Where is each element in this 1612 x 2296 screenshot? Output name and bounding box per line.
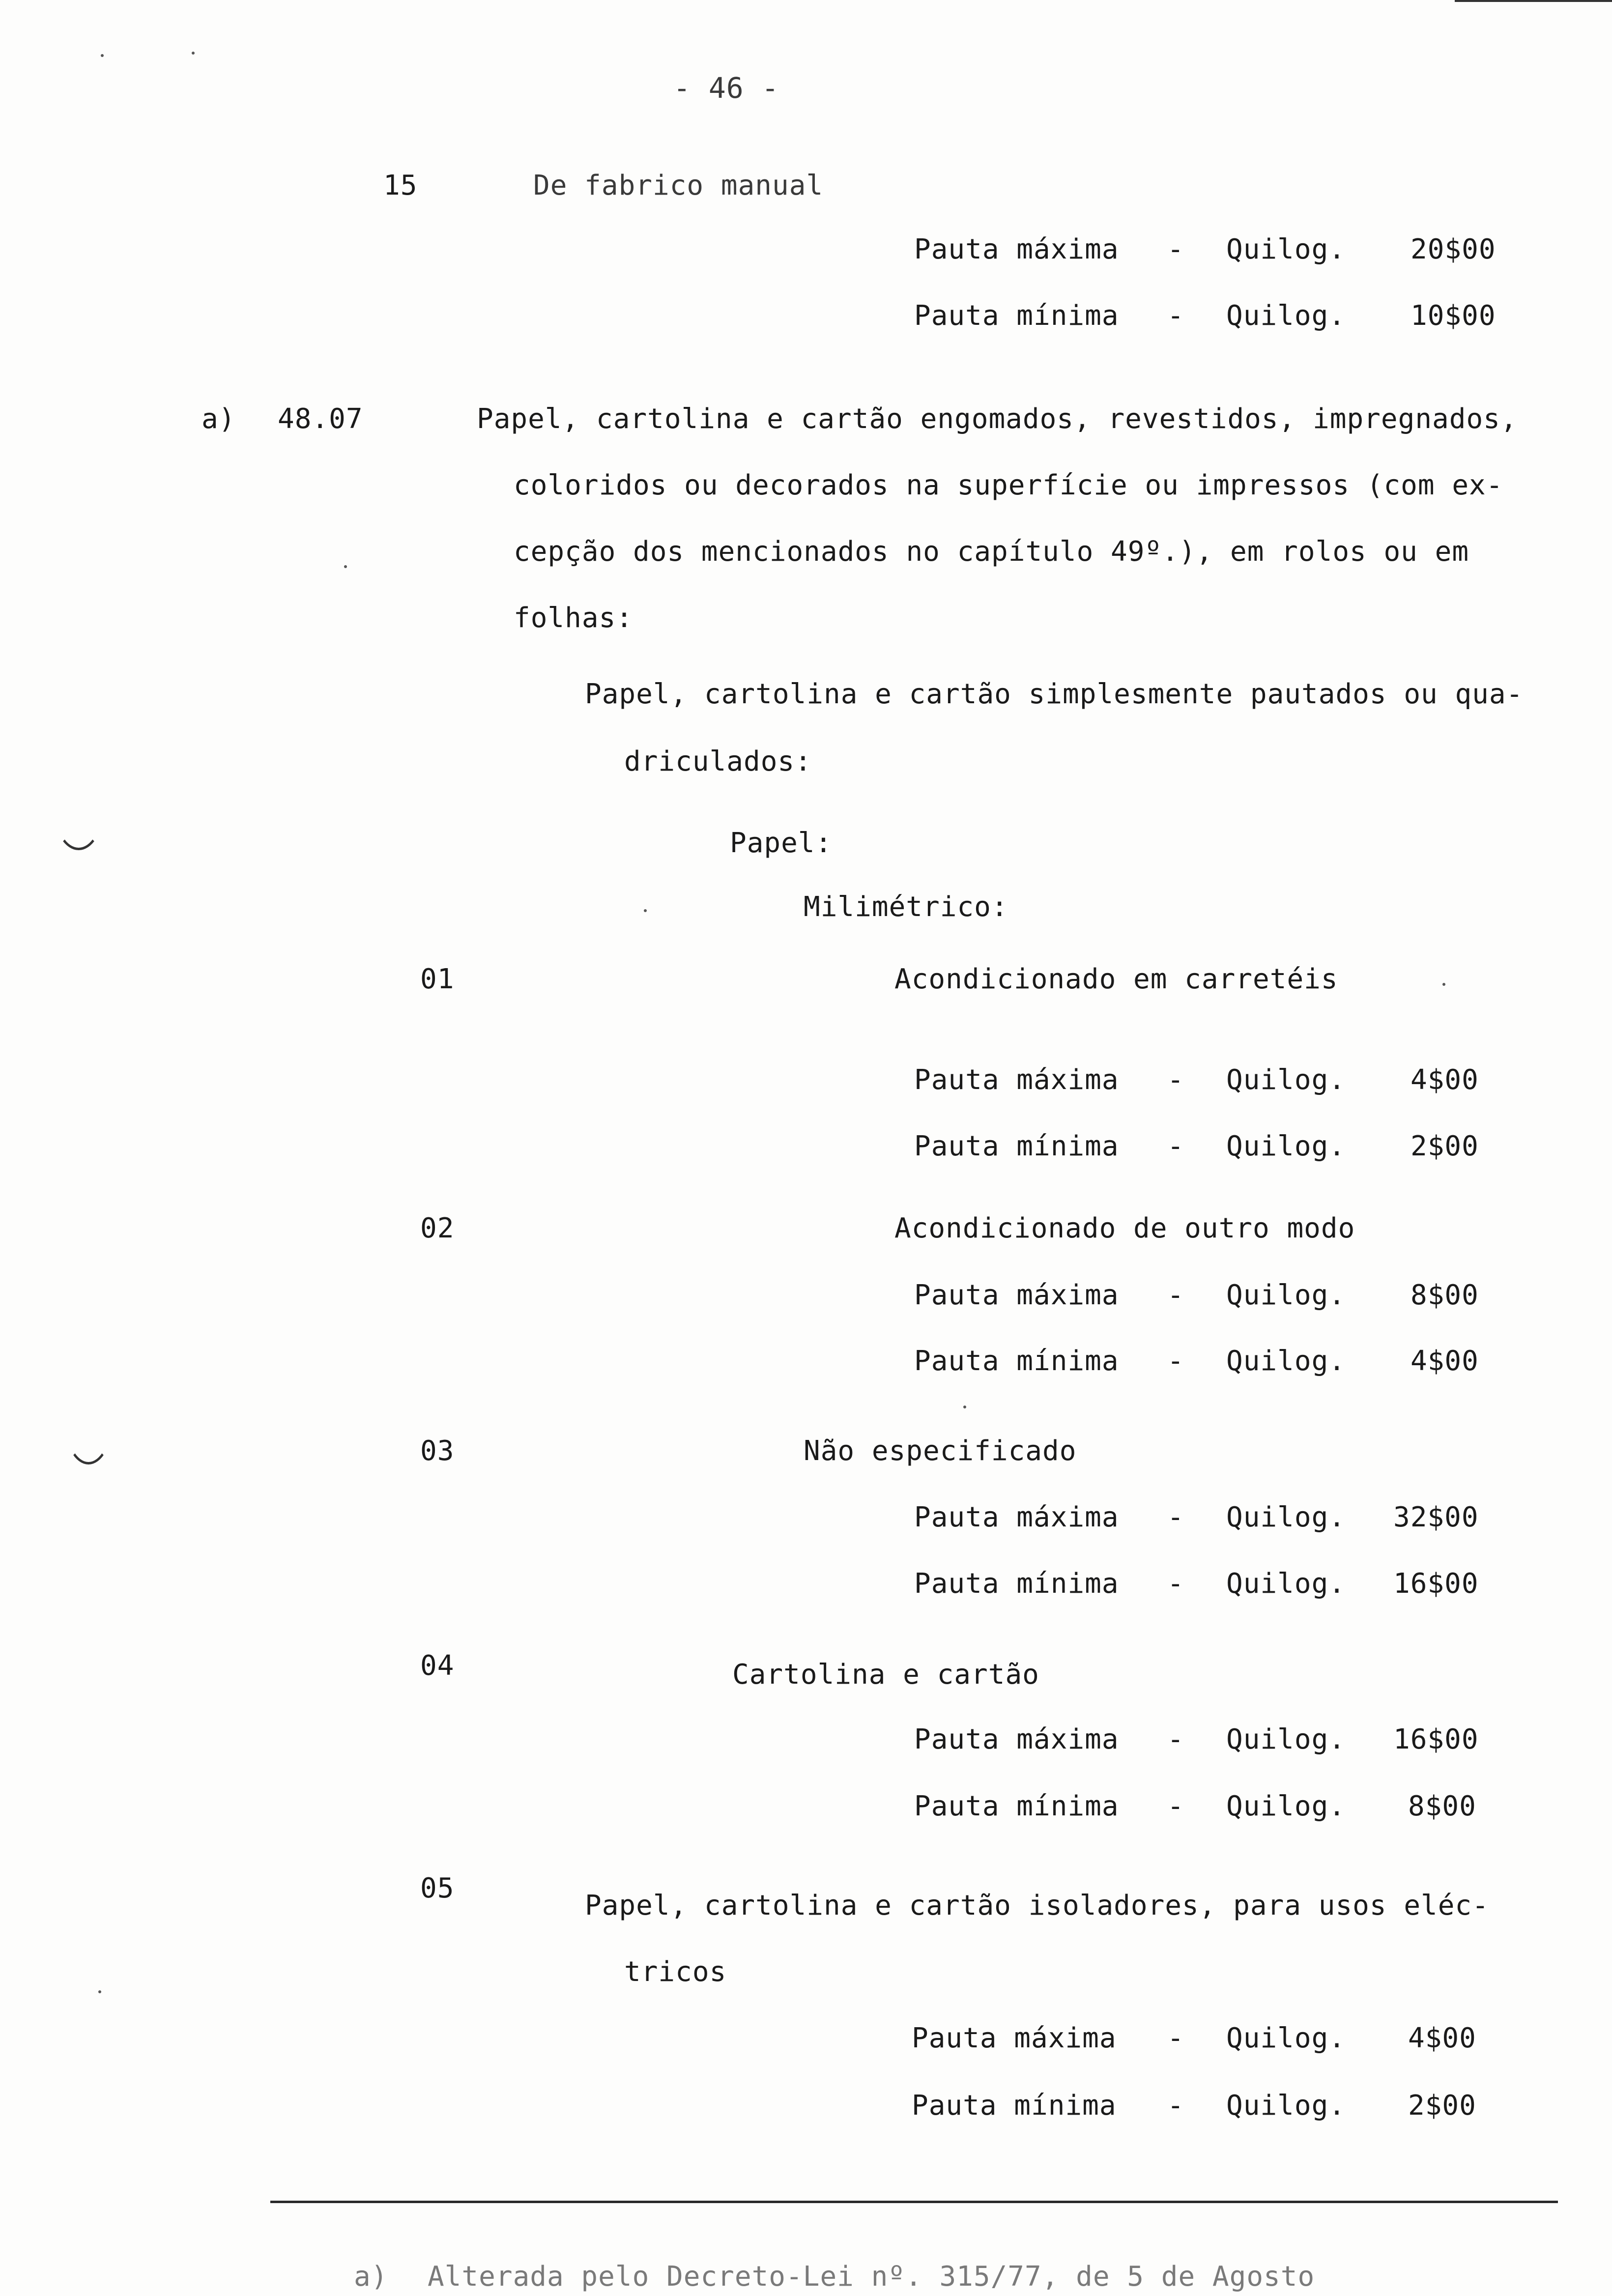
scan-speck [644, 909, 647, 912]
dash-max-01: - [1167, 1064, 1184, 1096]
heading-code-4807: 48.07 [278, 403, 363, 435]
page-number: - 46 - [673, 71, 779, 105]
dash-max-15: - [1167, 233, 1184, 265]
min-unit-02: Quilog. [1226, 1345, 1346, 1377]
dash-max-05: - [1167, 2022, 1184, 2054]
min-value-04: 8$00 [1408, 1790, 1476, 1822]
min-label-15: Pauta mínima [914, 300, 1119, 332]
scan-speck [192, 52, 195, 55]
min-unit-03: Quilog. [1226, 1568, 1346, 1600]
min-label-04: Pauta mínima [914, 1790, 1119, 1822]
subheading-line1: Papel, cartolina e cartão simplesmente pautados ou qua- [585, 678, 1524, 710]
min-label-01: Pauta mínima [914, 1130, 1119, 1162]
dash-max-02: - [1167, 1279, 1184, 1311]
max-unit-02: Quilog. [1226, 1279, 1346, 1311]
scan-speck [1442, 983, 1445, 986]
dash-min-04: - [1167, 1790, 1184, 1822]
max-value-15: 20$00 [1410, 233, 1496, 265]
scan-speck [101, 54, 104, 57]
max-label-04: Pauta máxima [914, 1723, 1119, 1755]
min-unit-15: Quilog. [1226, 300, 1346, 332]
item-description-03: Não especificado [804, 1435, 1077, 1467]
min-label-05: Pauta mínima [912, 2090, 1117, 2122]
max-value-01: 4$00 [1410, 1064, 1479, 1096]
dash-min-03: - [1167, 1568, 1184, 1600]
item-description-05-line2: tricos [624, 1956, 727, 1988]
min-unit-05: Quilog. [1226, 2090, 1346, 2122]
dash-min-05: - [1167, 2090, 1184, 2122]
max-label-02: Pauta máxima [914, 1279, 1119, 1311]
max-unit-15: Quilog. [1226, 233, 1346, 265]
footnote-text: Alterada pelo Decreto-Lei nº. 315/77, de 5 de Agosto [428, 2261, 1315, 2293]
max-value-03: 32$00 [1393, 1501, 1479, 1533]
heading-4807-line1: Papel, cartolina e cartão engomados, revestidos, impregnados, [477, 403, 1518, 435]
scan-speck [98, 1990, 101, 1993]
dash-max-03: - [1167, 1501, 1184, 1533]
max-unit-03: Quilog. [1226, 1501, 1346, 1533]
item-description-05-line1: Papel, cartolina e cartão isoladores, para usos eléc- [585, 1890, 1489, 1922]
dash-min-15: - [1167, 300, 1184, 332]
punch-hole-mark [54, 772, 103, 850]
punch-hole-mark [64, 1376, 113, 1464]
min-value-01: 2$00 [1410, 1130, 1479, 1162]
max-value-04: 16$00 [1393, 1723, 1479, 1755]
max-value-02: 8$00 [1410, 1279, 1479, 1311]
item-code-03: 03 [420, 1435, 455, 1467]
min-value-02: 4$00 [1410, 1345, 1479, 1377]
min-value-15: 10$00 [1410, 300, 1496, 332]
dash-min-02: - [1167, 1345, 1184, 1377]
max-label-05: Pauta máxima [912, 2022, 1117, 2054]
dash-min-01: - [1167, 1130, 1184, 1162]
item-code-01: 01 [420, 963, 455, 995]
max-label-01: Pauta máxima [914, 1064, 1119, 1096]
item-code-15: 15 [383, 170, 418, 201]
note-marker-4807: a) [202, 403, 236, 435]
subheading-line2: driculados: [624, 746, 812, 777]
max-label-15: Pauta máxima [914, 233, 1119, 265]
item-description-15: De fabrico manual [533, 170, 824, 201]
min-unit-04: Quilog. [1226, 1790, 1346, 1822]
max-unit-05: Quilog. [1226, 2022, 1346, 2054]
scan-speck [963, 1406, 966, 1408]
scan-speck [344, 565, 347, 568]
item-code-05: 05 [420, 1872, 455, 1904]
max-unit-04: Quilog. [1226, 1723, 1346, 1755]
heading-4807-line3: cepção dos mencionados no capítulo 49º.), em rolos ou em [514, 536, 1469, 568]
item-code-02: 02 [420, 1212, 455, 1244]
heading-4807-line2: coloridos ou decorados na superfície ou impressos (com ex- [514, 469, 1503, 501]
footnote-marker: a) [354, 2261, 388, 2293]
heading-4807-line4: folhas: [514, 602, 633, 634]
min-label-02: Pauta mínima [914, 1345, 1119, 1377]
item-description-04: Cartolina e cartão [732, 1659, 1039, 1691]
min-value-05: 2$00 [1408, 2090, 1476, 2122]
item-code-04: 04 [420, 1650, 455, 1682]
item-description-02: Acondicionado de outro modo [894, 1212, 1355, 1244]
dash-max-04: - [1167, 1723, 1184, 1755]
max-unit-01: Quilog. [1226, 1064, 1346, 1096]
min-unit-01: Quilog. [1226, 1130, 1346, 1162]
min-label-03: Pauta mínima [914, 1568, 1119, 1600]
item-description-01: Acondicionado em carretéis [894, 963, 1338, 995]
top-edge-line [1455, 0, 1612, 2]
max-label-03: Pauta máxima [914, 1501, 1119, 1533]
footnote-rule [270, 2201, 1558, 2203]
min-value-03: 16$00 [1393, 1568, 1479, 1600]
subheading-milimetrico: Milimétrico: [804, 891, 1008, 923]
max-value-05: 4$00 [1408, 2022, 1476, 2054]
subheading-papel: Papel: [730, 827, 833, 859]
